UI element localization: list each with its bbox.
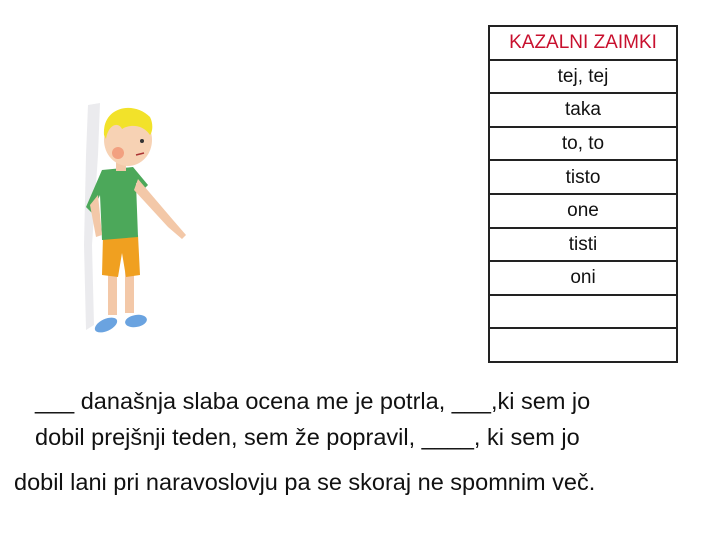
table-row: tisto bbox=[490, 161, 676, 195]
table-row bbox=[490, 329, 676, 363]
table-row: oni bbox=[490, 262, 676, 296]
table-row: to, to bbox=[490, 128, 676, 162]
table-row: tej, tej bbox=[490, 61, 676, 95]
exercise-line-3: dobil lani pri naravoslovju pa se skoraj ne spomnim več. bbox=[14, 469, 596, 495]
exercise-line-1: ___ današnja slaba ocena me je potrla, ___,ki sem jo bbox=[35, 388, 591, 414]
table-row: taka bbox=[490, 94, 676, 128]
table-row bbox=[490, 296, 676, 330]
table-header: KAZALNI ZAIMKI bbox=[490, 27, 676, 61]
table-row: one bbox=[490, 195, 676, 229]
table-row: tisti bbox=[490, 229, 676, 263]
pronoun-table bbox=[488, 25, 678, 363]
exercise-line-2: dobil prejšnji teden, sem že popravil, ____, ki sem jo bbox=[35, 424, 580, 450]
boy-pointing-illustration bbox=[78, 95, 198, 345]
